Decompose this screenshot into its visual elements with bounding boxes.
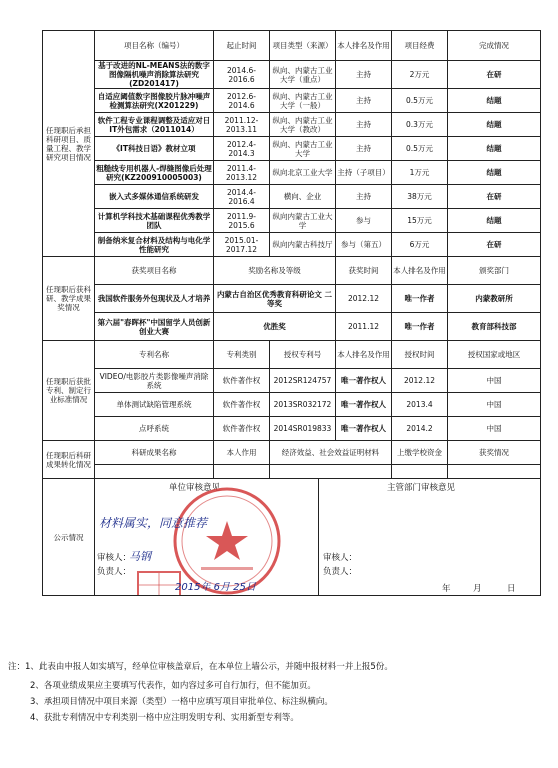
project-period: 2012.6-2014.6	[214, 89, 270, 113]
project-row	[43, 113, 541, 137]
header-patent-name: 专利名称	[95, 341, 214, 369]
project-row	[43, 185, 541, 209]
publicity-block	[95, 479, 541, 596]
award-row	[43, 313, 541, 341]
dept-manager-label: 负责人：	[323, 567, 358, 577]
project-funding: 0.5万元	[392, 137, 448, 161]
project-status: 在研	[448, 233, 541, 257]
patent-number: 2013SR032172	[270, 393, 336, 417]
footnote: 3、承担项目情况中项目来源（类型）一格中应填写项目审批单位、标注纵横向。	[30, 697, 333, 707]
transfer-empty-cell	[270, 465, 392, 479]
project-role: 主持（子项目）	[336, 161, 392, 185]
project-row	[43, 89, 541, 113]
patent-time: 2012.12	[392, 369, 448, 393]
handwritten-opinion: 材料属实，同意推荐	[99, 516, 208, 530]
project-status: 结题	[448, 113, 541, 137]
project-funding: 0.5万元	[392, 89, 448, 113]
header-transfer-award: 获奖情况	[448, 441, 541, 465]
publicity-row	[43, 479, 541, 596]
header-patent-category: 专利类别	[214, 341, 270, 369]
patent-category: 软件著作权	[214, 369, 270, 393]
project-name: 嵌入式多媒体通信系统研发	[95, 185, 214, 209]
project-row	[43, 209, 541, 233]
header-transfer-evidence: 经济效益、社会效益证明材料	[270, 441, 392, 465]
header-funding: 项目经费	[392, 31, 448, 61]
project-name: 自适应阈值数字图像胶片脉冲噪声检测算法研究(X201229)	[95, 89, 214, 113]
reviewer-signature: 马钢	[129, 550, 151, 563]
project-type: 纵向、内蒙古工业大学（重点）	[270, 61, 336, 89]
project-type: 纵向北京工业大学	[270, 161, 336, 185]
project-period: 2014.6-2016.6	[214, 61, 270, 89]
project-funding: 2万元	[392, 61, 448, 89]
patent-row	[43, 393, 541, 417]
project-period: 2011.12-2013.11	[214, 113, 270, 137]
transfer-section-label: 任现职后科研成果转化情况	[43, 441, 95, 479]
header-award-name: 奖励名称及等级	[214, 257, 336, 285]
patent-name: 点呼系统	[95, 417, 214, 441]
patent-country: 中国	[448, 393, 541, 417]
award-dept: 内蒙教研所	[448, 285, 541, 313]
project-funding: 38万元	[392, 185, 448, 209]
unit-review-title: 单位审核意见	[169, 483, 221, 493]
patent-role: 唯一著作权人	[336, 369, 392, 393]
header-project-name: 项目名称（编号）	[95, 31, 214, 61]
header-award-rank: 本人排名及作用	[392, 257, 448, 285]
awards-section-label: 任现职后获科研、教学成果奖情况	[43, 257, 95, 341]
project-status: 在研	[448, 61, 541, 89]
official-seal	[171, 485, 283, 596]
projects-header-row	[43, 31, 541, 61]
publicity-section-label: 公示情况	[43, 479, 95, 596]
project-status: 结题	[448, 209, 541, 233]
project-type: 纵向内蒙古工业大学	[270, 209, 336, 233]
project-status: 结题	[448, 89, 541, 113]
transfer-empty-cell	[95, 465, 214, 479]
project-type: 纵向、内蒙古工业大学	[270, 137, 336, 161]
project-funding: 6万元	[392, 233, 448, 257]
patent-name: VIDEO/电影胶片类影像噪声消除系统	[95, 369, 214, 393]
header-rank: 本人排名及作用	[336, 31, 392, 61]
patent-row	[43, 369, 541, 393]
project-type: 纵向、内蒙古工业大学（一般）	[270, 89, 336, 113]
header-patent-number: 授权专利号	[270, 341, 336, 369]
project-funding: 15万元	[392, 209, 448, 233]
dept-date-day: 日	[507, 584, 516, 594]
project-period: 2014.4-2016.4	[214, 185, 270, 209]
publicity-area	[95, 479, 541, 596]
patent-row	[43, 417, 541, 441]
review-divider	[318, 479, 319, 596]
dept-review-title: 主管部门审核意见	[387, 483, 456, 493]
patent-number: 2012SR124757	[270, 369, 336, 393]
transfer-header-row	[43, 441, 541, 465]
header-patent-rank: 本人排名及作用	[336, 341, 392, 369]
manager-label: 负责人：	[97, 567, 132, 577]
patent-name: 单体测试缺陷管理系统	[95, 393, 214, 417]
transfer-empty-cell	[214, 465, 270, 479]
project-row	[43, 161, 541, 185]
awards-header-row	[43, 257, 541, 285]
project-row	[43, 233, 541, 257]
reviewer-label: 审核人：	[97, 553, 132, 563]
header-transfer-role: 本人作用	[214, 441, 270, 465]
project-type: 纵向内蒙古科技厅	[270, 233, 336, 257]
project-funding: 1万元	[392, 161, 448, 185]
project-period: 2011.4-2013.12	[214, 161, 270, 185]
footnotes	[8, 661, 554, 731]
project-role: 主持	[336, 113, 392, 137]
award-name: 内蒙古自治区优秀教育科研论文 二等奖	[214, 285, 336, 313]
project-period: 2012.4-2014.3	[214, 137, 270, 161]
project-funding: 0.3万元	[392, 113, 448, 137]
header-patent-time: 授权时间	[392, 341, 448, 369]
transfer-empty-cell	[392, 465, 448, 479]
dept-date-month: 月	[473, 584, 482, 594]
project-status: 结题	[448, 161, 541, 185]
project-role: 主持	[336, 61, 392, 89]
award-dept: 教育部科技部	[448, 313, 541, 341]
seal-star-icon	[206, 521, 248, 560]
header-patent-country: 授权国家或地区	[448, 341, 541, 369]
form-table	[42, 30, 541, 596]
project-status: 结题	[448, 137, 541, 161]
patent-country: 中国	[448, 369, 541, 393]
application-form	[42, 30, 540, 596]
patent-role: 唯一著作权人	[336, 417, 392, 441]
project-role: 参与（第五）	[336, 233, 392, 257]
header-award-project: 获奖项目名称	[95, 257, 214, 285]
project-period: 2011.9-2015.6	[214, 209, 270, 233]
project-type: 纵向、内蒙古工业大学（教改）	[270, 113, 336, 137]
award-project-name: 我国软件服务外包现状及人才培养	[95, 285, 214, 313]
project-type: 横向、企业	[270, 185, 336, 209]
footnote: 4、获批专利情况中专利类别一格中应注明发明专利、实用新型专利等。	[30, 713, 299, 723]
patent-category: 软件著作权	[214, 393, 270, 417]
header-transfer-name: 科研成果名称	[95, 441, 214, 465]
project-role: 主持	[336, 89, 392, 113]
dept-reviewer-label: 审核人：	[323, 553, 358, 563]
header-transfer-funds: 上缴学校资金	[392, 441, 448, 465]
project-period: 2015.01-2017.12	[214, 233, 270, 257]
patent-country: 中国	[448, 417, 541, 441]
project-role: 参与	[336, 209, 392, 233]
patents-header-row	[43, 341, 541, 369]
header-period: 起止时间	[214, 31, 270, 61]
project-name: 粗糙线专用机器人-焊缝图像后处理研究(KZ200910005003)	[95, 161, 214, 185]
patents-section-label: 任现职后获批专利、制定行业标准情况	[43, 341, 95, 441]
project-name: 制备纳米复合材料及结构与电化学性能研究	[95, 233, 214, 257]
footnote: 注：1、此表由申报人如实填写，经单位审核盖章后，在本单位上墙公示，并随申报材料一并上报5份。	[8, 662, 393, 672]
project-role: 主持	[336, 137, 392, 161]
patent-time: 2013.4	[392, 393, 448, 417]
header-type: 项目类型（来源）	[270, 31, 336, 61]
award-project-name: 第六届"春晖杯"中国留学人员创新创业大赛	[95, 313, 214, 341]
transfer-empty-row	[43, 465, 541, 479]
seal-bar	[201, 567, 253, 570]
transfer-empty-cell	[448, 465, 541, 479]
award-role: 唯一作者	[392, 313, 448, 341]
award-time: 2011.12	[336, 313, 392, 341]
dept-date-year: 年	[442, 584, 451, 594]
award-name: 优胜奖	[214, 313, 336, 341]
project-row	[43, 61, 541, 89]
patent-number: 2014SR019833	[270, 417, 336, 441]
project-name: 计算机学科技术基础课程优秀教学团队	[95, 209, 214, 233]
patent-role: 唯一著作权人	[336, 393, 392, 417]
award-role: 唯一作者	[392, 285, 448, 313]
project-role: 主持	[336, 185, 392, 209]
project-name: 软件工程专业课程调整及适应对日IT外包需求（2011014）	[95, 113, 214, 137]
project-status: 在研	[448, 185, 541, 209]
project-name: 基于改进的NL-MEANS法的数字图像隔机噪声消除算法研究(ZD201417)	[95, 61, 214, 89]
project-row	[43, 137, 541, 161]
projects-section-label: 任现职后承担科研项目、质量工程、教学研究项目情况	[43, 31, 95, 257]
patent-category: 软件著作权	[214, 417, 270, 441]
header-award-dept: 颁奖部门	[448, 257, 541, 285]
footnote: 2、各项业绩成果应主要填写代表作，如内容过多可自行加行，但不能加页。	[30, 681, 316, 691]
patent-time: 2014.2	[392, 417, 448, 441]
award-row	[43, 285, 541, 313]
award-time: 2012.12	[336, 285, 392, 313]
header-award-time: 获奖时间	[336, 257, 392, 285]
project-name: 《IT科技日语》教材立项	[95, 137, 214, 161]
header-status: 完成情况	[448, 31, 541, 61]
handwritten-date: 2015年 6月 25日	[175, 582, 256, 593]
